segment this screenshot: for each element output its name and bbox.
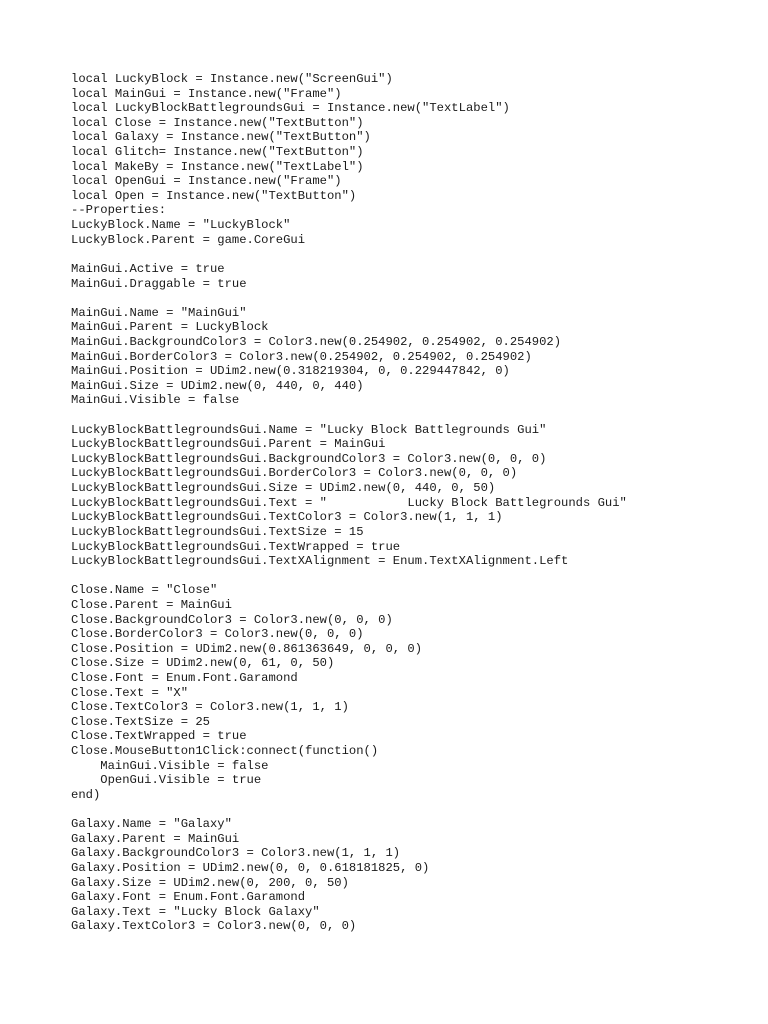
code-line: Close.BorderColor3 = Color3.new(0, 0, 0) [71,627,364,642]
code-line: MainGui.Name = "MainGui" [71,305,247,320]
code-line: Galaxy.Size = UDim2.new(0, 200, 0, 50) [71,875,349,890]
code-line: Galaxy.Position = UDim2.new(0, 0, 0.618181825, 0) [71,860,430,875]
code-line: Close.BackgroundColor3 = Color3.new(0, 0, 0) [71,612,393,627]
code-line: Galaxy.Text = "Lucky Block Galaxy" [71,904,320,919]
code-line: LuckyBlockBattlegroundsGui.BorderColor3 = Color3.new(0, 0, 0) [71,466,518,481]
blank-line [71,802,751,817]
code-line: MainGui.Draggable = true [71,276,247,291]
code-listing [71,72,751,934]
code-line: Close.Text = "X" [71,685,189,700]
code-line: local Close = Instance.new("TextButton") [71,115,364,130]
code-line: MainGui.Visible = false [71,758,269,773]
blank-line [71,247,751,262]
code-line: LuckyBlockBattlegroundsGui.BackgroundColor3 = Color3.new(0, 0, 0) [71,451,547,466]
blank-line [71,569,751,584]
code-line: local Galaxy = Instance.new("TextButton") [71,130,371,145]
code-line: Close.TextSize = 25 [71,714,210,729]
code-line: LuckyBlockBattlegroundsGui.Text = " Lucky Block Battlegrounds Gui" [71,495,627,510]
code-line: LuckyBlockBattlegroundsGui.Size = UDim2.new(0, 440, 0, 50) [71,481,496,496]
code-line: LuckyBlock.Name = "LuckyBlock" [71,218,291,233]
code-line: Close.Name = "Close" [71,583,218,598]
code-line: --Properties: [71,203,167,218]
code-line: Close.TextColor3 = Color3.new(1, 1, 1) [71,700,349,715]
code-line: LuckyBlockBattlegroundsGui.Parent = MainGui [71,437,386,452]
code-line: local LuckyBlockBattlegroundsGui = Instance.new("TextLabel") [71,101,510,116]
code-line: Close.Position = UDim2.new(0.861363649, 0, 0, 0) [71,641,423,656]
code-line: Galaxy.Parent = MainGui [71,831,240,846]
code-line: Close.TextWrapped = true [71,729,247,744]
blank-line [71,408,751,423]
code-line: LuckyBlockBattlegroundsGui.TextWrapped = true [71,539,401,554]
code-line: local Glitch= Instance.new("TextButton") [71,145,364,160]
code-line: local MakeBy = Instance.new("TextLabel") [71,159,364,174]
code-line: LuckyBlockBattlegroundsGui.TextColor3 = Color3.new(1, 1, 1) [71,510,503,525]
code-line: MainGui.BorderColor3 = Color3.new(0.254902, 0.254902, 0.254902) [71,349,532,364]
code-line: Close.Font = Enum.Font.Garamond [71,670,298,685]
code-line: local MainGui = Instance.new("Frame") [71,86,342,101]
code-line: LuckyBlock.Parent = game.CoreGui [71,232,306,247]
code-line: Galaxy.Name = "Galaxy" [71,817,232,832]
code-line: local LuckyBlock = Instance.new("ScreenGui") [71,72,393,86]
code-line: Galaxy.Font = Enum.Font.Garamond [71,890,306,905]
code-line: Galaxy.TextColor3 = Color3.new(0, 0, 0) [71,919,357,934]
blank-line [71,291,751,306]
code-line: Close.Size = UDim2.new(0, 61, 0, 50) [71,656,335,671]
code-line: MainGui.BackgroundColor3 = Color3.new(0.254902, 0.254902, 0.254902) [71,334,562,349]
code-line: Close.Parent = MainGui [71,597,232,612]
code-line: Close.MouseButton1Click:connect(function() [71,744,379,759]
code-line: LuckyBlockBattlegroundsGui.TextSize = 15 [71,524,364,539]
code-line: MainGui.Parent = LuckyBlock [71,320,269,335]
code-line: local OpenGui = Instance.new("Frame") [71,174,342,189]
code-line: LuckyBlockBattlegroundsGui.TextXAlignment = Enum.TextXAlignment.Left [71,554,569,569]
code-line: Galaxy.BackgroundColor3 = Color3.new(1, 1, 1) [71,846,401,861]
code-line: OpenGui.Visible = true [71,773,262,788]
code-line: MainGui.Visible = false [71,393,240,408]
code-line: end) [71,787,101,802]
code-line: MainGui.Size = UDim2.new(0, 440, 0, 440) [71,378,364,393]
code-line: local Open = Instance.new("TextButton") [71,188,357,203]
code-line: LuckyBlockBattlegroundsGui.Name = "Lucky Block Battlegrounds Gui" [71,422,547,437]
code-line: MainGui.Position = UDim2.new(0.318219304, 0, 0.229447842, 0) [71,364,510,379]
code-line: MainGui.Active = true [71,261,225,276]
